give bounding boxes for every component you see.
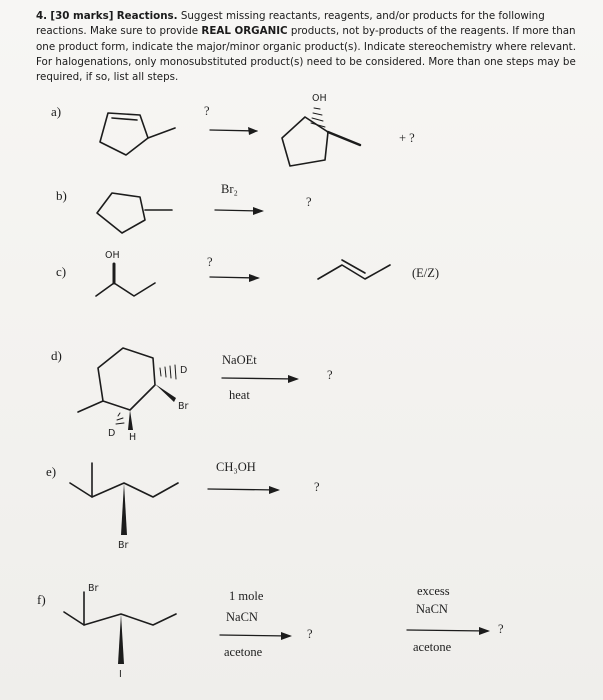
reaction-e-label: e) [46,464,57,479]
reaction-f-i-label: I [119,669,122,680]
reaction-c-arrow [210,274,260,282]
reaction-d-h-label: H [129,432,137,443]
reaction-f-label: f) [37,592,46,607]
reaction-d-arrow [222,375,299,383]
question-marks: [30 marks] [50,10,114,22]
reaction-a-reactant [100,113,175,155]
reaction-d-d-bottom-label: D [108,428,116,439]
reaction-b-reagent: Br₂ [221,182,238,196]
reaction-a-extra-product: + ? [399,131,415,145]
reaction-d-br-label: Br [178,401,189,412]
reaction-b-reactant [97,193,172,233]
reaction-f-reagent1-bottom: acetone [224,645,263,659]
reaction-d-d-top-label: D [180,365,188,376]
reaction-e-reagent: CH₃OH [216,460,256,474]
intro-text-1: Suggest missing reactants, reagents, and/or products for the following reactions. Make sure to provide [36,10,545,38]
reaction-c-product [318,260,390,279]
reaction-e-reactant [70,463,178,535]
reaction-d-reagent-bottom: heat [229,388,250,402]
reaction-f-reagent2-mid: NaCN [416,602,448,616]
reaction-e-br-label: Br [118,540,129,551]
reaction-e-arrow [208,486,280,494]
reaction-c-oh-label: OH [105,250,120,261]
reaction-f-reagent2-bottom: acetone [413,640,452,654]
reaction-f-product: ? [498,622,504,636]
reaction-c-note: (E/Z) [412,266,440,280]
reaction-d-label: d) [51,348,62,363]
reaction-c-reactant [96,264,155,296]
reaction-b-arrow [215,207,264,215]
intro-text-2: products, not by-products of the reagents. If more than one product form, indicate the major/minor organic product(s). Indicate stereochemistry where relevant. For halogenations, only monosubstituted product(s) need to be considered. More than one steps may be required, if so, list all steps. [36,25,576,84]
reaction-f-reagent2-top: excess [417,584,450,598]
question-title: Reactions. [116,10,178,22]
reaction-f-arrow-2 [407,627,490,635]
reaction-f-arrow-1 [220,632,292,640]
reaction-a-reagent: ? [204,104,210,118]
reaction-d-product: ? [327,368,333,382]
reaction-c-reagent: ? [207,255,213,269]
reaction-f-reagent1-top: 1 mole [229,589,264,603]
reaction-f-reagent1-mid: NaCN [226,610,258,624]
reaction-b-product: ? [306,195,312,209]
reaction-d-reactant [78,348,176,430]
reaction-d-reagent-top: NaOEt [222,353,257,367]
reaction-e-product: ? [314,480,320,494]
reaction-c-label: c) [56,264,67,279]
reaction-a-label: a) [51,104,62,119]
intro-emphasis: REAL ORGANIC [201,25,288,38]
reaction-a-arrow [210,127,258,135]
question-number: 4. [36,10,48,22]
reaction-b-label: b) [56,188,67,203]
reaction-f-br-label: Br [88,583,99,594]
reaction-f-intermediate: ? [307,627,313,641]
reaction-a-product [282,108,360,166]
reaction-a-oh-label: OH [312,93,327,104]
reaction-f-reactant [64,592,176,664]
